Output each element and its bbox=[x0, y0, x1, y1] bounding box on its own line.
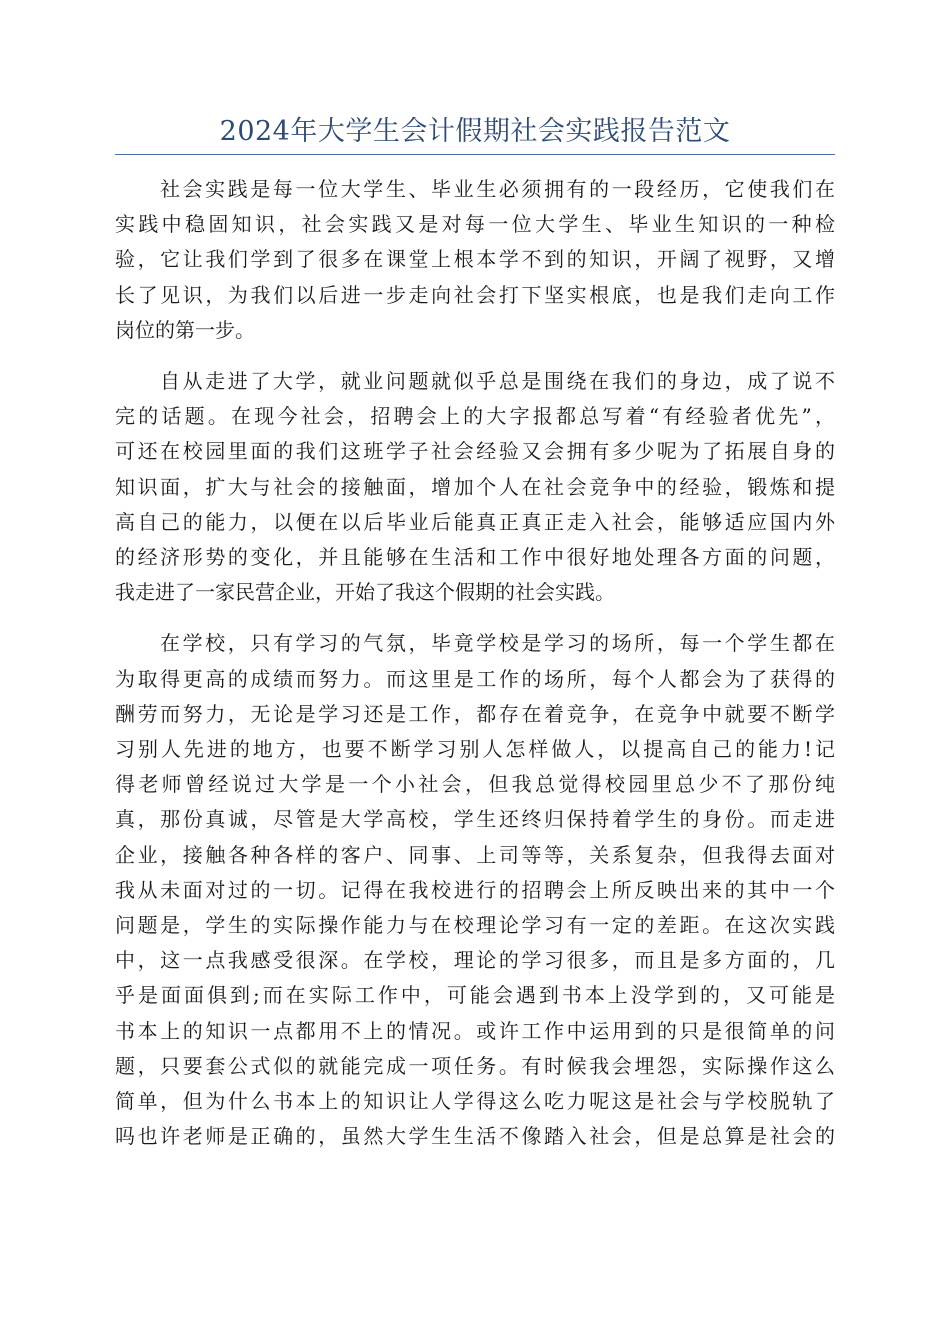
text-line: 书本上的知识一点都用不上的情况。或许工作中运用到的只是很简单的问 bbox=[115, 1018, 835, 1043]
text-line: 验，它让我们学到了很多在课堂上根本学不到的知识，开阔了视野，又增 bbox=[115, 247, 835, 272]
text-line: 乎是面面俱到;而在实际工作中，可能会遇到书本上没学到的，又可能是 bbox=[115, 983, 835, 1008]
paragraph-2 bbox=[115, 364, 835, 610]
document-body bbox=[115, 172, 835, 1170]
text-line: 得老师曾经说过大学是一个小社会，但我总觉得校园里总少不了那份纯 bbox=[115, 772, 835, 797]
text-line: 企业，接触各种各样的客户、同事、上司等等，关系复杂，但我得去面对 bbox=[115, 842, 835, 867]
text-line: 完的话题。在现今社会，招聘会上的大字报都总写着“有经验者优先”， bbox=[115, 404, 835, 429]
text-line: 社会实践是每一位大学生、毕业生必须拥有的一段经历，它使我们在 bbox=[160, 177, 835, 201]
text-line: 题，只要套公式似的就能完成一项任务。有时候我会埋怨，实际操作这么 bbox=[115, 1053, 835, 1078]
text-line: 酬劳而努力，无论是学习还是工作，都存在着竞争，在竞争中就要不断学 bbox=[115, 701, 835, 726]
text-line: 长了见识，为我们以后进一步走向社会打下坚实根底，也是我们走向工作 bbox=[115, 282, 835, 307]
text-line: 在学校，只有学习的气氛，毕竟学校是学习的场所，每一个学生都在 bbox=[160, 631, 835, 656]
text-line: 简单，但为什么书本上的知识让人学得这么吃力呢这是社会与学校脱轨了 bbox=[115, 1089, 835, 1114]
text-line: 我走进了一家民营企业，开始了我这个假期的社会实践。 bbox=[115, 580, 615, 605]
text-line: 岗位的第一步。 bbox=[115, 317, 255, 342]
paragraph-1 bbox=[115, 172, 835, 348]
document-title: 2024年大学生会计假期社会实践报告范文 bbox=[219, 116, 731, 147]
text-line: 高自己的能力，以便在以后毕业后能真正真正走入社会，能够适应国内外 bbox=[115, 509, 835, 534]
text-line: 真，那份真诚，尽管是大学高校，学生还终归保持着学生的身份。而走进 bbox=[115, 807, 835, 832]
text-line: 问题是，学生的实际操作能力与在校理论学习有一定的差距。在这次实践 bbox=[115, 913, 835, 938]
text-line: 吗也许老师是正确的，虽然大学生生活不像踏入社会，但是总算是社会的 bbox=[115, 1124, 835, 1149]
paragraph-3 bbox=[115, 626, 835, 1154]
text-line: 知识面，扩大与社会的接触面，增加个人在社会竞争中的经验，锻炼和提 bbox=[115, 474, 835, 499]
text-line: 可还在校园里面的我们这班学子社会经验又会拥有多少呢为了拓展自身的 bbox=[115, 439, 835, 464]
text-line: 为取得更高的成绩而努力。而这里是工作的场所，每个人都会为了获得的 bbox=[115, 666, 835, 691]
text-line: 的经济形势的变化，并且能够在生活和工作中很好地处理各方面的问题， bbox=[115, 545, 835, 570]
text-line: 实践中稳固知识，社会实践又是对每一位大学生、毕业生知识的一种检 bbox=[115, 212, 835, 237]
text-line: 习别人先进的地方，也要不断学习别人怎样做人，以提高自己的能力!记 bbox=[115, 737, 835, 762]
text-line: 中，这一点我感受很深。在学校，理论的学习很多，而且是多方面的，几 bbox=[115, 948, 835, 973]
text-line: 自从走进了大学，就业问题就似乎总是围绕在我们的身边，成了说不 bbox=[160, 369, 835, 394]
text-line: 我从未面对过的一切。记得在我校进行的招聘会上所反映出来的其中一个 bbox=[115, 877, 835, 902]
title-underline bbox=[115, 154, 835, 155]
